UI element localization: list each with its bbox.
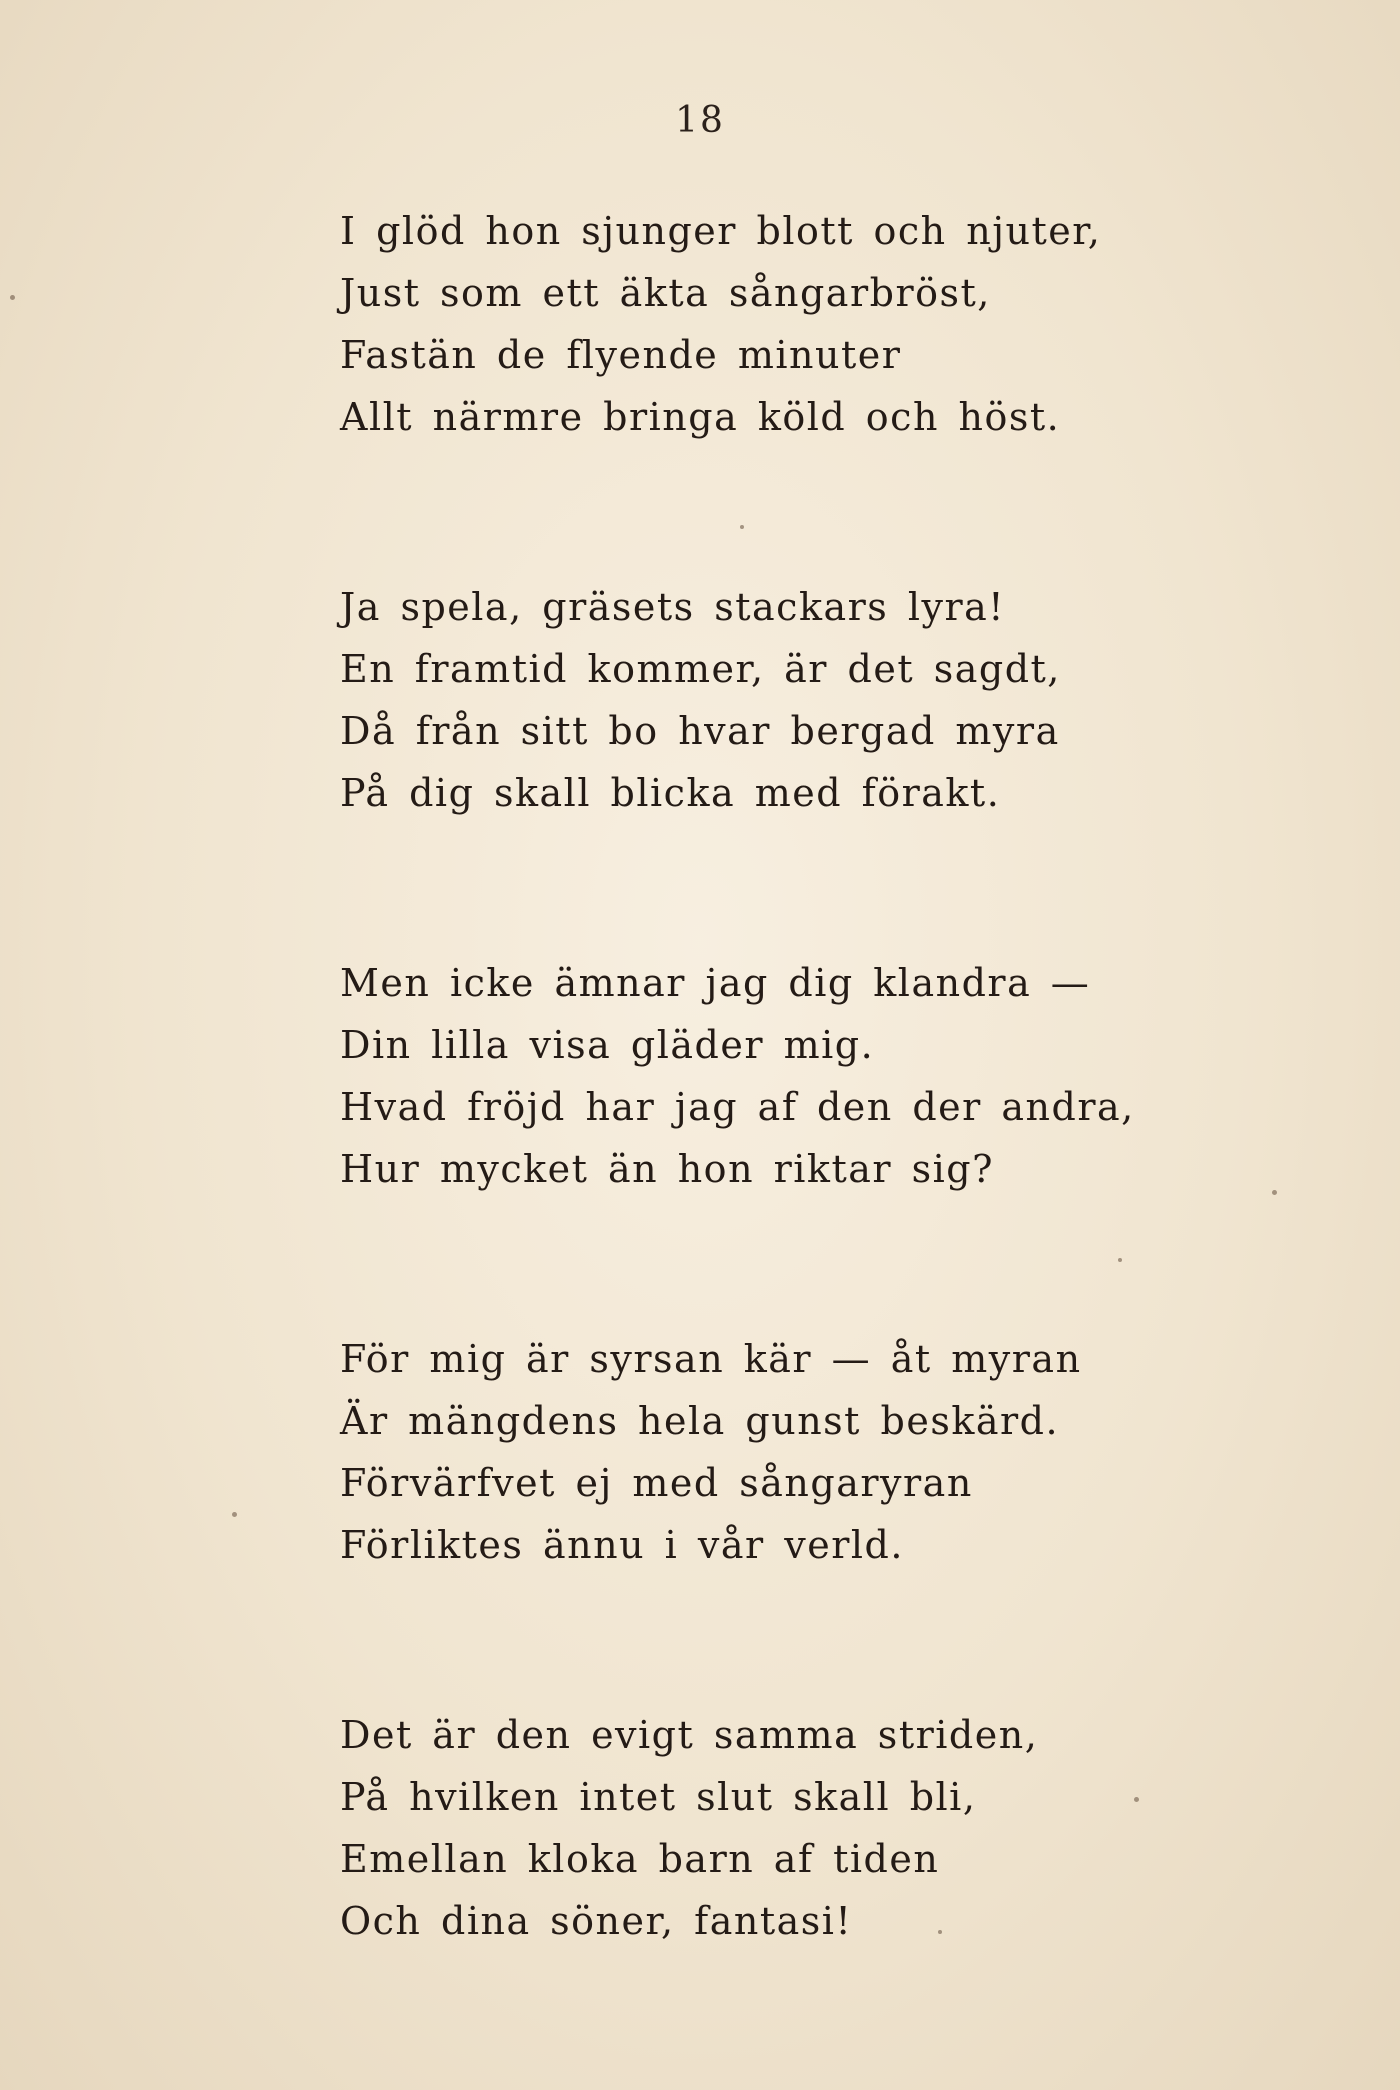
poem [340, 200, 1240, 1952]
stanza-5 [340, 1704, 1240, 1952]
poem-line: Men icke ämnar jag dig klandra — [340, 961, 1091, 1005]
poem-line: Din lilla visa gläder mig. [340, 1023, 875, 1067]
page-number: 18 [675, 100, 725, 141]
poem-line: Allt närmre bringa köld och höst. [340, 395, 1061, 439]
poem-line: Är mängdens hela gunst beskärd. [340, 1399, 1060, 1443]
stanza-3 [340, 952, 1240, 1200]
paper-speck [740, 525, 744, 529]
paper-speck [232, 1512, 237, 1517]
poem-line: Förvärfvet ej med sångaryran [340, 1461, 973, 1505]
poem-line: Hvad fröjd har jag af den der andra, [340, 1085, 1135, 1129]
poem-line: Fastän de flyende minuter [340, 333, 902, 377]
poem-line: Ja spela, gräsets stackars lyra! [340, 585, 1006, 629]
poem-line: Det är den evigt samma striden, [340, 1713, 1039, 1757]
poem-line: I glöd hon sjunger blott och njuter, [340, 209, 1102, 253]
poem-line: Hur mycket än hon riktar sig? [340, 1147, 994, 1191]
poem-line: Då från sitt bo hvar bergad myra [340, 709, 1060, 753]
paper-speck [1272, 1190, 1277, 1195]
paper-speck [10, 295, 15, 300]
paper-speck [938, 1930, 942, 1934]
paper-speck [1134, 1797, 1139, 1802]
stanza-1 [340, 200, 1240, 448]
poem-line: Emellan kloka barn af tiden [340, 1837, 940, 1881]
poem-line: En framtid kommer, är det sagdt, [340, 647, 1061, 691]
poem-line: På hvilken intet slut skall bli, [340, 1775, 977, 1819]
poem-line: På dig skall blicka med förakt. [340, 771, 1001, 815]
poem-line: Just som ett äkta sångarbröst, [340, 271, 991, 315]
stanza-4 [340, 1328, 1240, 1576]
poem-line: För mig är syrsan kär — åt myran [340, 1337, 1082, 1381]
paper-speck [1118, 1258, 1122, 1262]
poem-line: Och dina söner, fantasi! [340, 1899, 853, 1943]
stanza-2 [340, 576, 1240, 824]
poem-line: Förliktes ännu i vår verld. [340, 1523, 904, 1567]
